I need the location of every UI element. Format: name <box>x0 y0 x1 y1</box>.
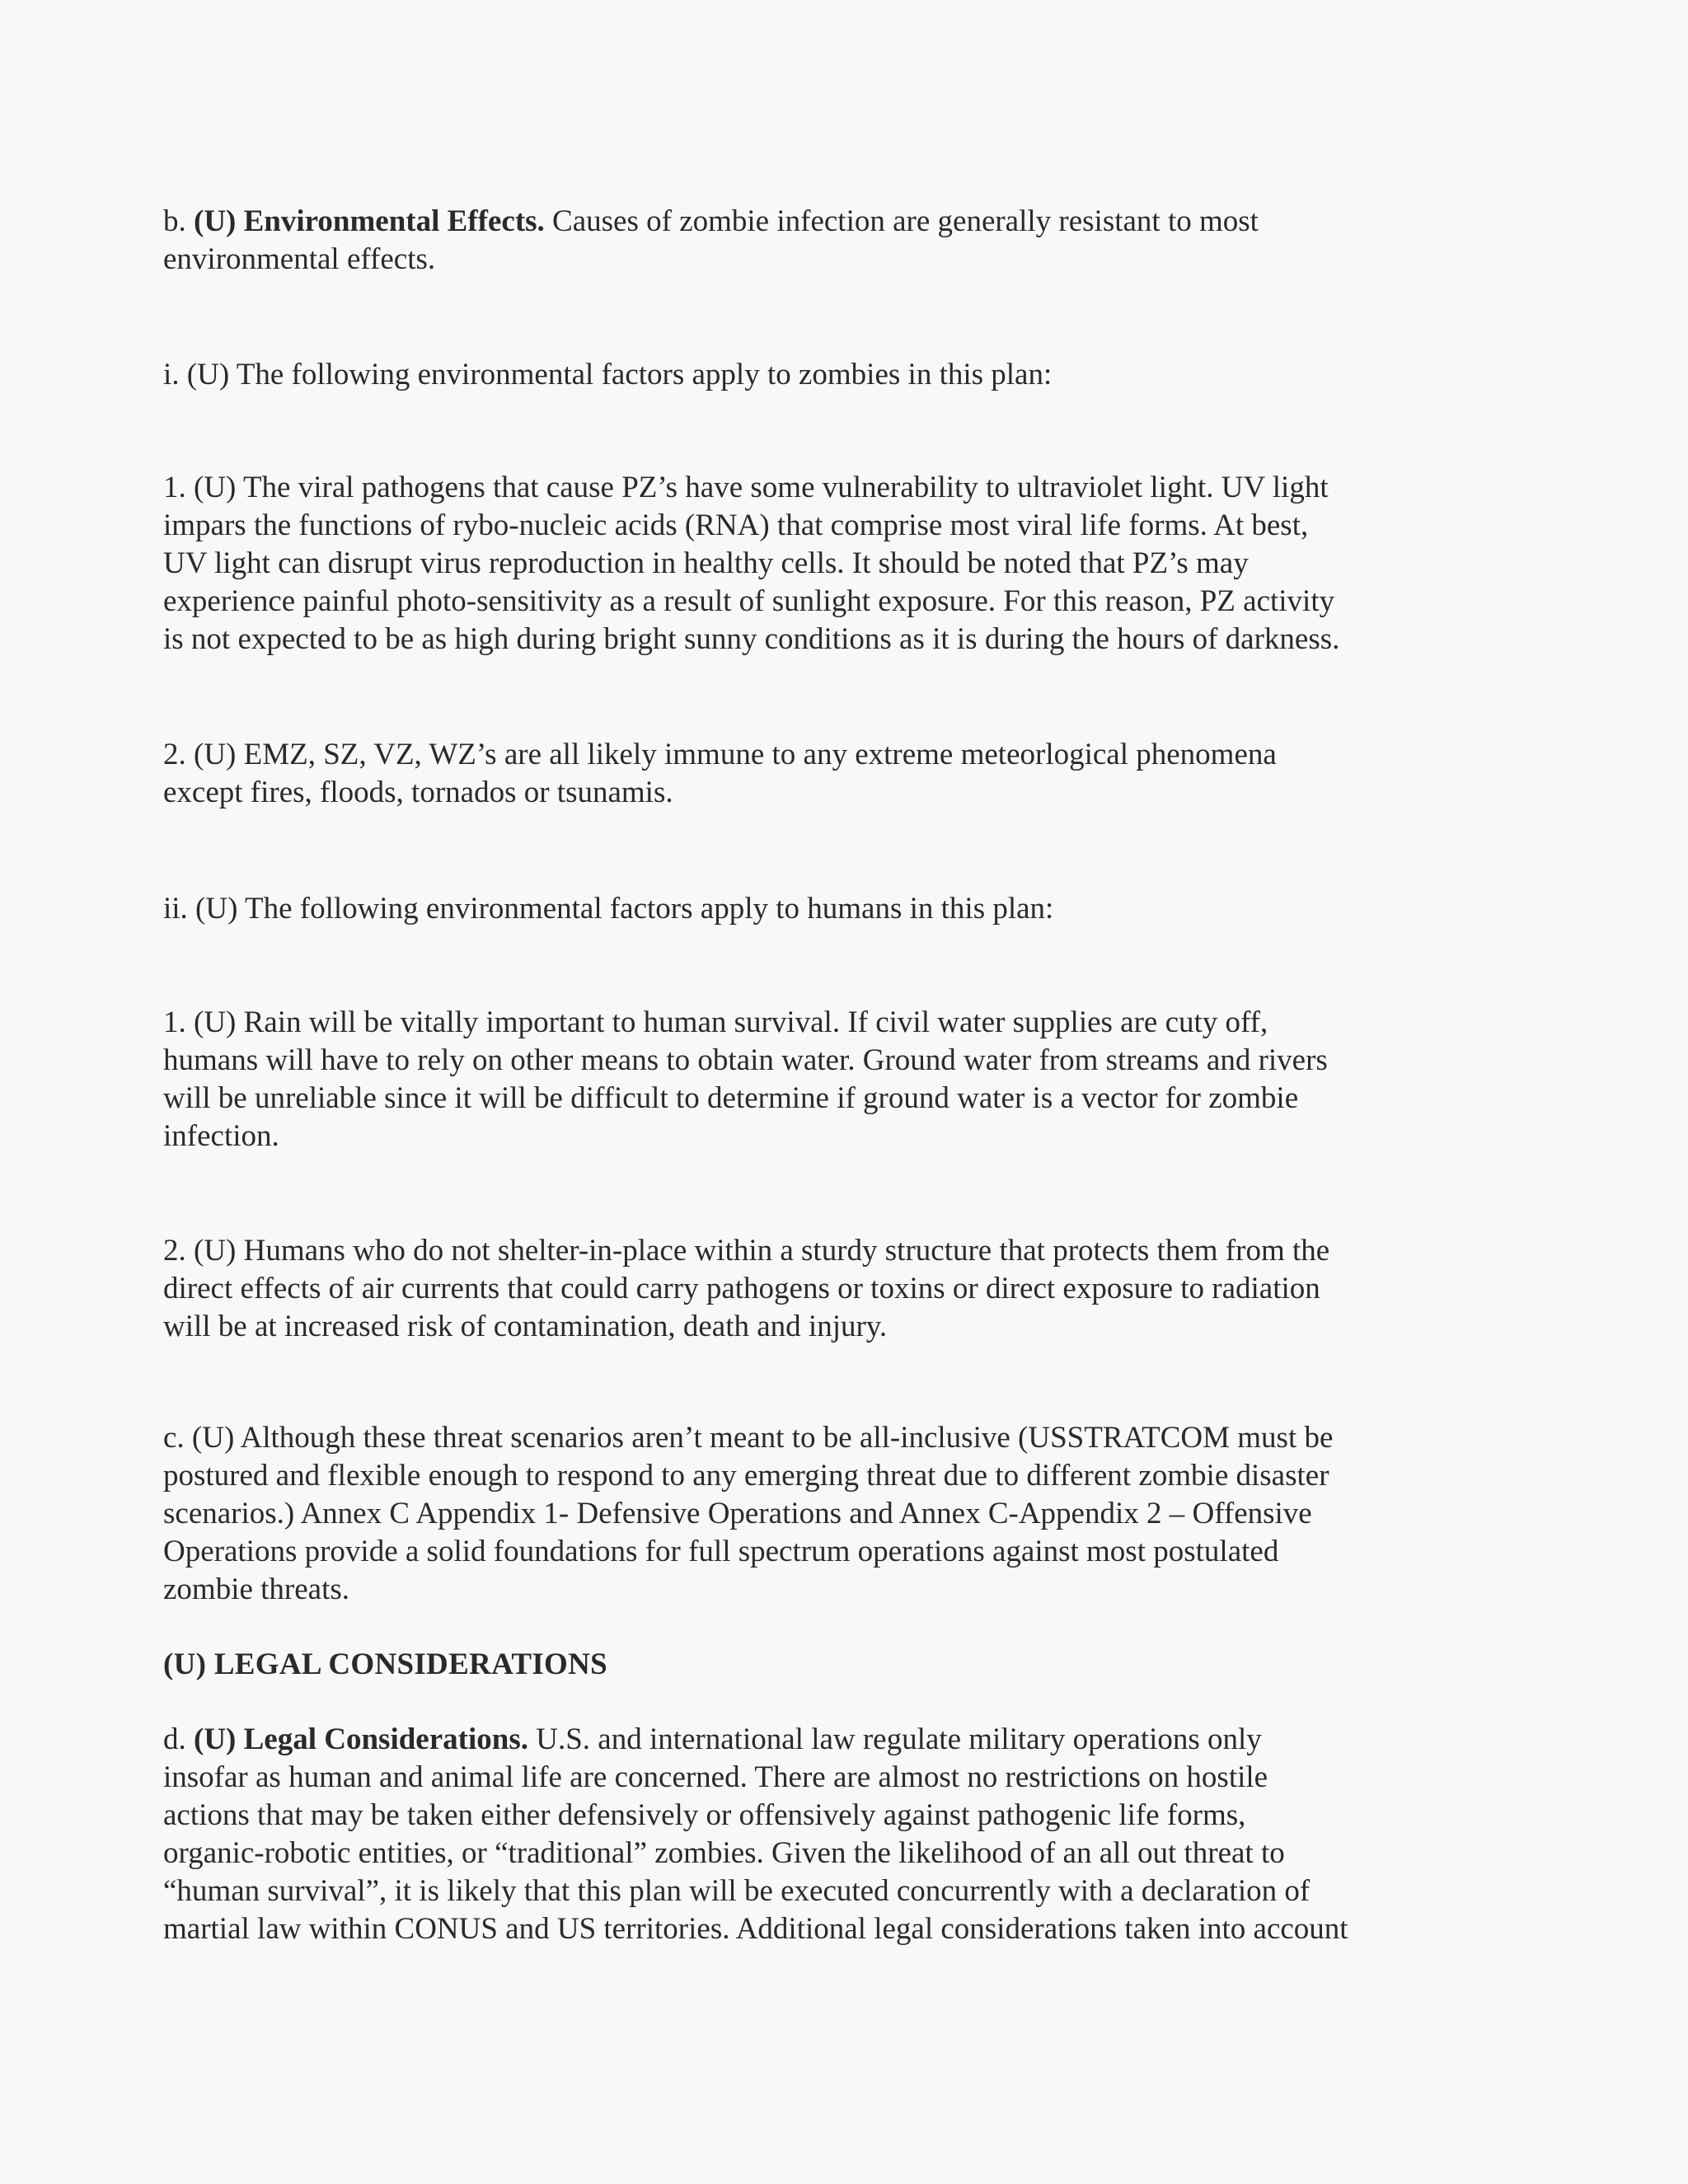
env-effects-line-2: environmental effects. <box>163 242 436 276</box>
zombie-item-2-line: 2. (U) EMZ, SZ, VZ, WZ’s are all likely immune to any extreme meteorlogical phenomena <box>163 738 1277 771</box>
env-effects-line-1 <box>163 203 1259 241</box>
threat-scenarios-line: postured and flexible enough to respond to any emerging threat due to different zombie disaster <box>163 1459 1329 1493</box>
env-effects-paragraph <box>163 203 1259 279</box>
zombie-item-1-line: UV light can disrupt virus reproduction in healthy cells. It should be noted that PZ’s may <box>163 546 1249 580</box>
zombie-item-2-line: except fires, floods, tornados or tsunamis. <box>163 776 673 809</box>
legal-title: (U) Legal Considerations. <box>194 1722 528 1756</box>
legal-line: “human survival”, it is likely that this plan will be executed concurrently with a declaration of <box>163 1874 1311 1908</box>
legal-paragraph <box>163 1721 1348 1948</box>
zombie-item-1-line: impars the functions of rybo-nucleic acids (RNA) that comprise most viral life forms. At best, <box>163 509 1309 542</box>
threat-scenarios-line: zombie threats. <box>163 1572 350 1606</box>
zombie-factors-line: i. (U) The following environmental factors apply to zombies in this plan: <box>163 358 1053 391</box>
env-effects-prefix: b. <box>163 204 194 238</box>
zombie-item-1-line: 1. (U) The viral pathogens that cause PZ’s have some vulnerability to ultraviolet light. UV light <box>163 471 1329 504</box>
zombie-item-1-line: experience painful photo-sensitivity as a result of sunlight exposure. For this reason, PZ activity <box>163 584 1335 618</box>
threat-scenarios-paragraph <box>163 1419 1333 1609</box>
threat-scenarios-line: c. (U) Although these threat scenarios aren’t meant to be all-inclusive (USSTRATCOM must be <box>163 1421 1334 1455</box>
zombie-item-2-paragraph <box>163 736 1277 812</box>
legal-prefix: d. <box>163 1722 194 1756</box>
zombie-factors-paragraph <box>163 356 1052 394</box>
human-item-2-paragraph <box>163 1232 1329 1346</box>
zombie-item-1-line: is not expected to be as high during bright sunny conditions as it is during the hours of darkness. <box>163 622 1340 656</box>
env-effects-text: Causes of zombie infection are generally resistant to most <box>544 204 1259 238</box>
human-item-1-line: will be unreliable since it will be difficult to determine if ground water is a vector for zombie <box>163 1081 1299 1115</box>
human-item-1-line: humans will have to rely on other means to obtain water. Ground water from streams and rivers <box>163 1043 1328 1077</box>
legal-line: actions that may be taken either defensively or offensively against pathogenic life forms, <box>163 1798 1246 1832</box>
legal-considerations-heading: (U) LEGAL CONSIDERATIONS <box>163 1647 608 1681</box>
threat-scenarios-line: scenarios.) Annex C Appendix 1- Defensive Operations and Annex C-Appendix 2 – Offensive <box>163 1497 1312 1530</box>
human-item-2-line: will be at increased risk of contamination, death and injury. <box>163 1310 888 1343</box>
legal-text: U.S. and international law regulate military operations only <box>528 1722 1262 1756</box>
human-item-1-line: infection. <box>163 1119 279 1153</box>
human-item-2-line: direct effects of air currents that could carry pathogens or toxins or direct exposure to radiation <box>163 1272 1320 1305</box>
human-factors-paragraph <box>163 890 1053 928</box>
legal-line: organic-robotic entities, or “traditional” zombies. Given the likelihood of an all out threat to <box>163 1836 1285 1870</box>
human-item-1-line: 1. (U) Rain will be vitally important to human survival. If civil water supplies are cuty off, <box>163 1005 1268 1039</box>
env-effects-title: (U) Environmental Effects. <box>194 204 545 238</box>
legal-line: martial law within CONUS and US territories. Additional legal considerations taken into account <box>163 1912 1348 1946</box>
legal-line: insofar as human and animal life are concerned. There are almost no restrictions on hostile <box>163 1760 1268 1794</box>
zombie-item-1-paragraph <box>163 469 1339 658</box>
threat-scenarios-line: Operations provide a solid foundations for full spectrum operations against most postulated <box>163 1535 1279 1568</box>
human-factors-line: ii. (U) The following environmental factors apply to humans in this plan: <box>163 892 1054 926</box>
legal-line-1 <box>163 1721 1348 1759</box>
human-item-2-line: 2. (U) Humans who do not shelter-in-place within a sturdy structure that protects them from the <box>163 1234 1330 1268</box>
human-item-1-paragraph <box>163 1004 1328 1155</box>
